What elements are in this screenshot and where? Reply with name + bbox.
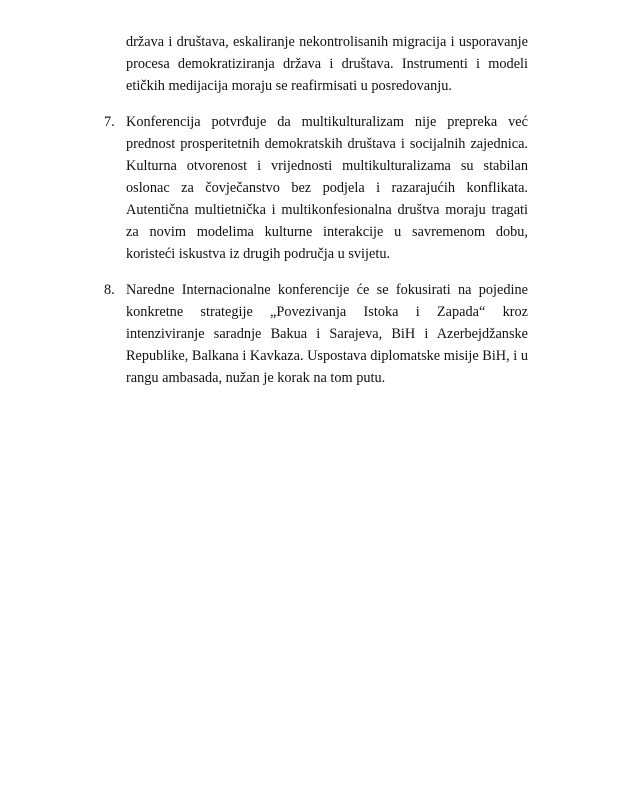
list-item-number: 7. xyxy=(104,114,115,130)
list-item-7 xyxy=(96,111,528,265)
list-item-text: država i društava, eskaliranje nekontrolisanih migracija i usporavanje procesa demokratiziranja država i društava. Instrumenti i modeli etičkih medijacija moraju se reafirmisati u posredovanju. xyxy=(126,34,528,94)
list-item-text: Konferencija potvrđuje da multikulturalizam nije prepreka već prednost prosperitetnih demokratskih društava i socijalnih zajednica. Kulturna otvorenost i vrijednosti multikulturalizama su stabilan oslonac za čovječanstvo bez podjela i razarajućih konflikata. Autentična multietnička i multikonfesionalna društva moraju tragati za novim modelima kulturne interakcije u savremenom dobu, koristeći iskustva iz drugih područja u svijetu. xyxy=(126,114,528,262)
list-item-number: 8. xyxy=(104,282,115,298)
list-item-text: Naredne Internacionalne konferencije će se fokusirati na pojedine konkretne strategije „Povezivanja Istoka i Zapada“ kroz intenziviranje saradnje Bakua i Sarajeva, BiH i Azerbejdžanske Republike, Balkana i Kavkaza. Uspostava diplomatske misije BiH, i u rangu ambasada, nužan je korak na tom putu. xyxy=(126,282,528,386)
list-item-continued xyxy=(96,31,528,97)
list-item-8 xyxy=(96,279,528,389)
numbered-list xyxy=(96,31,528,403)
